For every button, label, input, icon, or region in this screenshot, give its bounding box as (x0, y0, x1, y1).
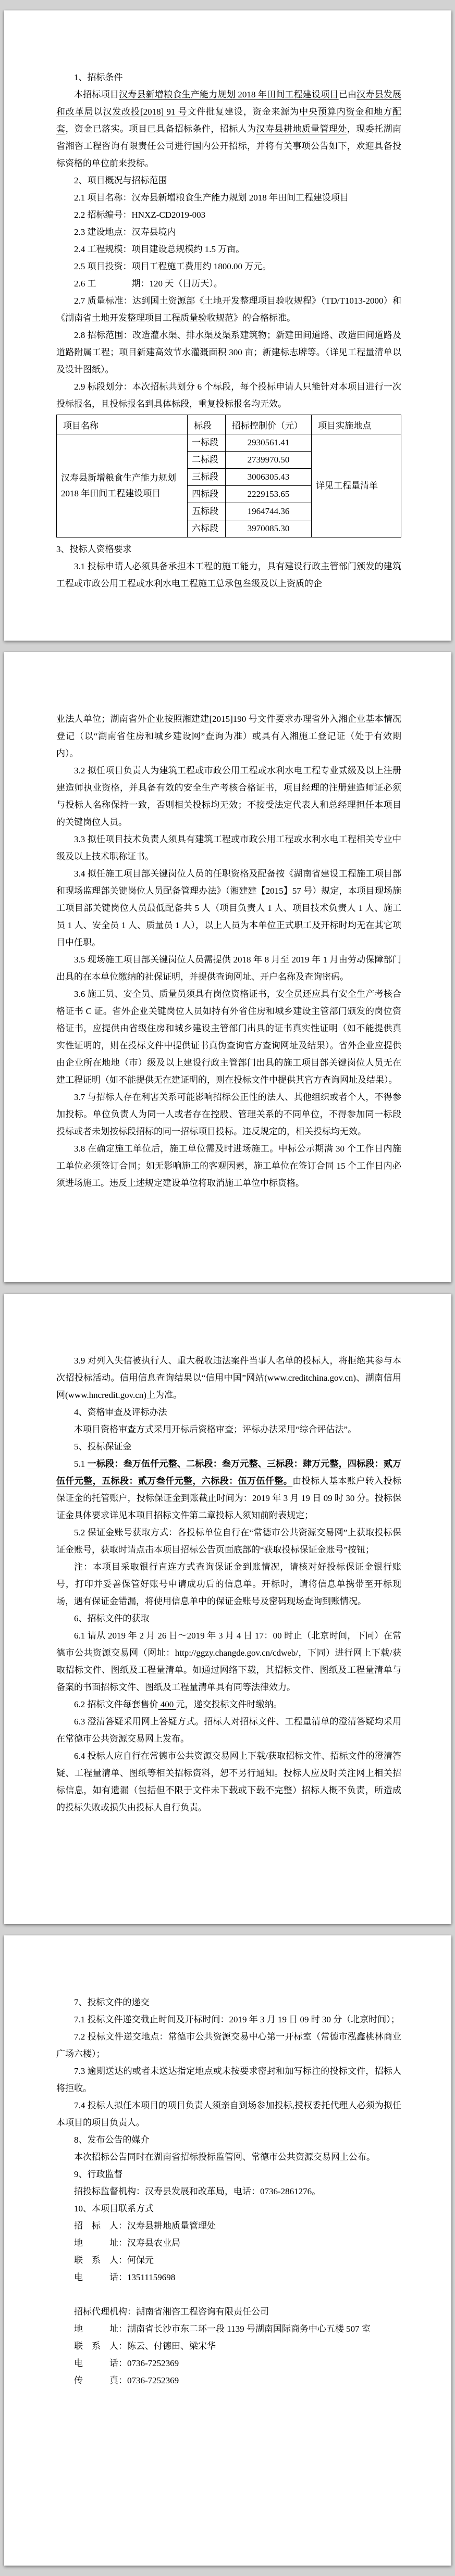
text-run: 2.9 标段划分：本次招标共划分 6 个标段，每个投标申请人只能针对本项目进行一次投标报名，且投标报名到具体标段，重复投标报名均无效。 (56, 382, 401, 409)
text-run: 文件批复建设，资金来源为 (187, 107, 300, 117)
paragraph (56, 206, 401, 223)
text-run: 4、资格审查及评标办法 (74, 1407, 167, 1417)
text-run: 2.4 工程规模：项目建设总规模约 1.5 万亩。 (74, 244, 245, 254)
price-cell: 1964744.36 (225, 503, 311, 520)
table-header-cell: 项目名称 (57, 415, 188, 434)
text-run: 3.3 拟任项目技术负责人须具有建筑工程或市政公用工程或水利水电工程相关专业中级及以上技术职称证书。 (56, 834, 401, 861)
text-run: 5.1 (74, 1459, 88, 1469)
paragraph (56, 2166, 401, 2183)
paragraph (56, 1610, 401, 1627)
underlined-text: 汉寿县新增粮食生产能力规划 2018 年田间工程建设项目 (119, 90, 339, 99)
location-cell: 详见工程量清单 (312, 434, 401, 537)
text-run: 3.8 在确定施工单位后，施工单位需及时进场施工。中标公示期满 30 个工作日内施工单位必须签订合同；如无影响施工的客观因素，施工单位在签订合同 15 个工作日内必须进场施工。违反上述规定建设单位将取消施工单位中标资格。 (56, 1144, 401, 1188)
paragraph (56, 2183, 401, 2200)
underlined-text: 中央预算内资金和地方配套 (56, 107, 402, 134)
price-cell: 3970085.30 (225, 520, 311, 537)
blank-line (56, 2286, 401, 2303)
paragraph (56, 1696, 401, 1713)
text-run: 本次招标公告同时在湖南省招标投标监管网、常德市公共资源交易网上公布。 (74, 2152, 375, 2162)
paragraph (56, 1404, 401, 1421)
paragraph (56, 2148, 401, 2166)
text-run: 2.3 建设地点：汉寿县境内 (74, 227, 176, 237)
paragraph (56, 951, 401, 985)
paragraph (56, 189, 401, 206)
text-run: 3.1 投标申请人必须具备承担本工程的施工能力，具有建设行政主管部门颁发的建筑工程或市政公用工程或水利水电工程施工总承包叁级及以上资质的企 (56, 561, 401, 589)
underlined-text: 汉寿县发展和改革局 (56, 90, 402, 117)
paragraph (56, 1438, 401, 1455)
text-run: 6、招标文件的获取 (74, 1614, 150, 1623)
text-run: 7.3 逾期送达的或者未送达指定地点或未按要求密封和加写标注的投标文件，招标人将拒收。 (56, 2066, 401, 2093)
text-run: 6.4 投标人应自行在常德市公共资源交易网上下载/获取招标文件、招标文件的澄清答疑、工程量清单、图纸等相关招标资料，恕不另行通知。投标人应及时关注网上相关招标信息，如有遗漏（包括但不限于文件未下载或下载不完整）招标人概不负责，所造成的投标失败或损失由投标人自行负责。 (56, 1751, 401, 1812)
text-run: 3.5 现场施工项目部关键岗位人员需提供 2018 年 8 月至 2019 年 1 月由劳动保障部门出具的在本单位缴纳的社保证明，并提供查询网址、开户名称及查询密码。 (56, 955, 401, 982)
price-cell: 3006305.43 (225, 469, 311, 486)
paragraph (56, 1421, 401, 1438)
paragraph (56, 241, 401, 258)
text-run: 7.4 投标人拟任本项目的项目负责人须亲自到场参加投标,授权委托代理人必须为拟任本项目的项目负责人。 (56, 2100, 401, 2128)
text-run: 3.4 拟任施工项目部关键岗位人员的任职资格及配备按《湖南省建设工程施工项目部和现场监理部关键岗位人员配备管理办法》（湘建建【2015】57 号）规定，本项目现场施工项目部关键岗位人员最低配备共 5 人（项目负责人 1 人、项目技术负责人 1 人、施工员 1 人、安全员 1 人、质量员 1 人），以上人员为本单位正式职工及开标时均无在其它项目中任职。 (56, 869, 401, 947)
text-run: 地 址：汉寿县农业局 (74, 2238, 180, 2248)
text-run: 电 话：13511159698 (74, 2272, 176, 2282)
paragraph (56, 2337, 401, 2355)
text-run: 招投标监督机构：汉寿县发展和改革局，电话：0736-2861276。 (74, 2186, 321, 2196)
paragraph (56, 1558, 401, 1610)
price-cell: 2739970.50 (225, 452, 311, 469)
text-run: 2.2 招标编号：HNXZ-CD2019-003 (74, 210, 206, 220)
text-run: 6.2 招标文件每套售价 (74, 1699, 158, 1709)
paragraph (56, 1713, 401, 1747)
text-run: 6.1 请从 2019 年 2 月 26 日～2019 年 3 月 4 日 17：00 时止（北京时间，下同）在常德市公共资源交易网（网址：http://ggzy.changde.gov.cn/cdweb/，下同）进行网上下载/获取招标文件、图纸及工程量清单。如通过网络下载，其招标文件、图纸及工程量清单与备案的书面招标文件、图纸及工程量清单具有同等法律效力。 (56, 1631, 401, 1692)
paragraph (56, 2131, 401, 2148)
paragraph (56, 1455, 401, 1524)
paragraph (56, 2028, 401, 2062)
document-page-4 (4, 1935, 451, 2566)
text-run: 2、项目概况与招标范围 (74, 176, 167, 185)
text-run: 由投标人基本账户转入投标保证金的托管账户，投标保证金到账截止时间为：2019 年 3 月 19 日 09 时 30 分。投标保证金具体要求详见本项目招标文件第二章投标人须知前附表规定； (56, 1476, 402, 1520)
text-run: 业法人单位；湖南省外企业按照湘建建[2015]190 号文件要求办理省外入湘企业基本情况登记（以“湖南省住房和城乡建设网”查询为准）或具有入湘施工登记证（处于有效期内）。 (56, 714, 401, 758)
paragraph (56, 223, 401, 241)
table-header-cell: 项目实施地点 (312, 415, 401, 434)
text-run: 6.3 澄清答疑采用网上答疑方式。招标人对招标文件、工程量清单的澄清答疑均采用在常德市公共资源交易网上发布。 (56, 1717, 401, 1744)
text-run: 本招标项目 (74, 90, 119, 99)
paragraph (56, 558, 401, 592)
text-run: 3、投标人资格要求 (56, 544, 132, 554)
paragraph (56, 1524, 401, 1558)
paragraph (56, 1089, 401, 1140)
bold-underlined-text: 一标段：叁万伍仟元整、二标段：叁万元整、三标段：肆万元整，四标段：贰万伍仟元整，五标段：贰万叁仟元整，六标段：伍万伍仟整。 (56, 1459, 402, 1486)
paragraph (56, 2062, 401, 2097)
text-run: 注：本项目采取银行直连方式查询保证金到账情况，请核对好投标保证金银行账号，打印并妥善保管好账号申请成功后的信息单。开标时，请将信息单携带至开标现场，遇有保证金错漏，将使用信息单中的保证金账号及密码现场查询到账情况。 (56, 1562, 401, 1606)
paragraph (56, 985, 401, 1089)
text-run: 联 系 人：陈云、付德田、梁宋华 (74, 2341, 216, 2351)
paragraph (56, 762, 401, 831)
text-run: 3.9 对列入失信被执行人、重大税收违法案件当事人名单的投标人，将拒绝其参与本次招投标活动。信用信息查询结果以“信用中国”网站(www.creditchina.gov.cn)、湖南信用网(www.hncredit.gov.cn)上为准。 (56, 1356, 401, 1400)
text-run: 2.1 项目名称：汉寿县新增粮食生产能力规划 2018 年田间工程建设项目 (74, 193, 349, 203)
lot-cell: 六标段 (188, 520, 226, 537)
text-run: 3.7 与招标人存在利害关系可能影响招标公正性的法人、其他组织或者个人，不得参加投标。单位负责人为同一人或者存在控股、管理关系的不同单位，不得参加同一标段投标或者未划按标段招标的同一招标项目投标。违反规定的，相关投标均无效。 (56, 1092, 401, 1136)
text-run: 9、行政监督 (74, 2169, 123, 2179)
table-header-cell: 标段 (188, 415, 226, 434)
lot-cell: 四标段 (188, 486, 226, 503)
text-run: 5.2 保证金账号获取方式：各投标单位自行在“常德市公共资源交易网”上获取投标保证金账号，获取时请点击本项目招标公告页面底部的“获取投标保证金账号”按钮； (56, 1528, 401, 1555)
lot-cell: 三标段 (188, 469, 226, 486)
text-run: 7、投标文件的递交 (74, 1997, 150, 2007)
paragraph (56, 831, 401, 865)
text-run: 7.2 投标文件递交地点：常德市公共资源交易中心第一开标室（常德市泓鑫桃林商业广场六楼）； (56, 2032, 401, 2059)
underlined-text: 汉寿县耕地质量管理处 (256, 124, 347, 134)
document-page-2 (4, 652, 451, 1282)
text-run: 已由 (338, 90, 357, 99)
text-run: 电 话：0736-7252369 (74, 2358, 179, 2368)
text-run: 招 标 人：汉寿县耕地质量管理处 (74, 2221, 216, 2231)
text-run: ，资金已落实。项目已具备招标条件，招标人为 (65, 124, 256, 134)
text-run: 地 址：湖南省长沙市东二环一段 1139 号湖南国际商务中心五楼 507 室 (74, 2324, 371, 2334)
text-run: 招标代理机构：湖南省湘咨工程咨询有限责任公司 (74, 2307, 269, 2317)
text-run: 2.6 工 期：120 天（日历天）。 (74, 279, 223, 289)
text-run: 8、发布公告的媒介 (74, 2135, 150, 2145)
paragraph (56, 1352, 401, 1404)
text-run: 本项目资格审查方式采用开标后资格审查；评标办法采用“综合评估法”。 (74, 1424, 357, 1434)
paragraph (56, 1627, 401, 1696)
paragraph (56, 172, 401, 189)
document-page-1 (4, 10, 451, 641)
underlined-text: 400 (158, 1699, 176, 1709)
text-run: 10、本项目联系方式 (74, 2204, 154, 2214)
paragraph (56, 2303, 401, 2320)
paragraph (56, 69, 401, 86)
paragraph (56, 541, 401, 558)
paragraph (56, 2217, 401, 2234)
paragraph (56, 86, 401, 172)
text-run: 7.1 投标文件递交截止时间及开标时间：2019 年 3 月 19 日 09 时 30 分（北京时间）； (74, 2015, 400, 2024)
text-run: 传 真：0736-7252369 (74, 2375, 179, 2385)
paragraph (56, 2234, 401, 2252)
text-run: 元，递交投标文件时缴纳。 (176, 1699, 282, 1709)
text-run: 3.2 拟任项目负责人为建筑工程或市政公用工程或水利水电工程专业贰级及以上注册建造师执业资格，并具备有效的安全生产考核合格证书，项目经理的注册建造师证必须与投标人名称保持一致，否则相关投标均无效；不接受法定代表人和总经理担任本项目的关键岗位人员。 (56, 766, 401, 827)
lot-cell: 一标段 (188, 434, 226, 452)
text-run: 2.7 质量标准：达到国土资源部《土地开发整理项目验收规程》（TD/T1013-2000）和《湖南省土地开发整理项目工程质量验收规范》的合格标准。 (56, 296, 401, 323)
paragraph (56, 1140, 401, 1192)
lots-table (56, 415, 401, 537)
paragraph (56, 2011, 401, 2028)
lot-cell: 五标段 (188, 503, 226, 520)
text-run: 联 系 人：何保元 (74, 2255, 154, 2265)
paragraph (56, 258, 401, 275)
text-run: 2.8 招标范围：改造灌水渠、排水渠及渠系建筑物；新建田间道路、改造田间道路及道路附属工程；项目新建高效节水灌溉面积 300 亩；新建标志牌等。（详见工程量清单以及设计图纸）。 (56, 330, 401, 374)
text-run: 3.6 施工员、安全员、质量员须具有岗位资格证书，安全员还应具有安全生产考核合格证书 C 证。省外企业关键岗位人员如持有外省住房和城乡建设主管部门颁发的岗位资格证书，应提供由省级住房和城乡建设主管部门出具的证书真实性证明（如不能提供真实性证明的，则在投标文件中提供证书真伪查询官方查询网址及结果）。省外企业应提供由企业所在地地（市）级及以上建设行政主管部门出具的施工项目部关键岗位人员无在建工程证明（如不能提供无在建证明的，则在投标文件中提供其官方查询网址及结果）。 (56, 989, 401, 1085)
paragraph (56, 2320, 401, 2337)
text-run: 2.5 项目投资：项目工程施工费用约 1800.00 万元。 (74, 261, 272, 271)
price-cell: 2930561.41 (225, 434, 311, 452)
paragraph (56, 710, 401, 762)
underlined-text: 汉发改投[2018] 91 号 (103, 107, 188, 117)
paragraph (56, 292, 401, 327)
price-cell: 2229153.65 (225, 486, 311, 503)
paragraph (56, 327, 401, 378)
text-run: ，现委托湖南省湘咨工程咨询有限责任公司进行国内公开招标，并将有关事项公告如下，欢迎具备投标资格的单位前来投标。 (56, 124, 402, 168)
paragraph (56, 2355, 401, 2372)
document-page-3 (4, 1294, 451, 1924)
table-row (57, 434, 401, 452)
lot-cell: 二标段 (188, 452, 226, 469)
paragraph (56, 2252, 401, 2269)
table-header-cell: 招标控制价（元） (225, 415, 311, 434)
paragraph (56, 865, 401, 951)
text-run: 1、招标条件 (74, 72, 123, 82)
text-run: 以 (93, 107, 103, 117)
text-run: 5、投标保证金 (74, 1442, 132, 1452)
paragraph (56, 2269, 401, 2286)
paragraph (56, 378, 401, 412)
project-name-cell: 汉寿县新增粮食生产能力规划 2018 年田间工程建设项目 (57, 434, 188, 537)
paragraph (56, 275, 401, 292)
paragraph (56, 2097, 401, 2131)
paragraph (56, 1994, 401, 2011)
paragraph (56, 2372, 401, 2389)
paragraph (56, 1747, 401, 1816)
paragraph (56, 2200, 401, 2217)
